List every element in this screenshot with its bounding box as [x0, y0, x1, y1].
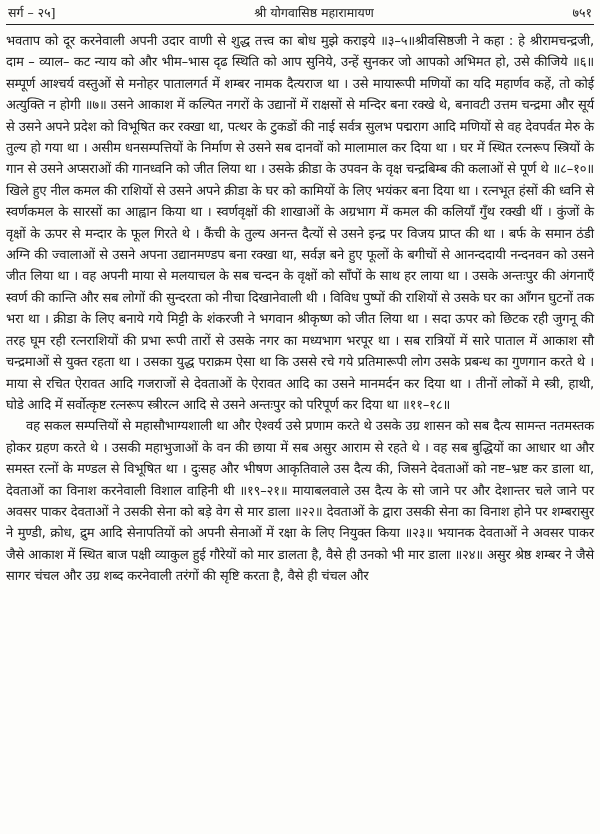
paragraph: भवताप को दूर करनेवाली अपनी उदार वाणी से शुद्ध तत्त्व का बोध मुझे कराइये ॥३–५॥श्रीवसिष्ठजी ने कहा : हे श्रीरामचन्द्रजी, दाम – व्याल– कट न्याय को और भीम–भास दृढ स्थिति को आप सुनिये, उन्हें सुनकर जो आपको अभिमत हो, उसे कीजिये ॥६॥ सम्पूर्ण आश्चर्य वस्तुओं से मनोहर पातालगर्त में शम्बर नामक दैत्यराज था । उसे मायारूपी मणियों का यदि महार्णव कहें, तो कोई अत्युक्ति न होगी ॥७॥ उसने आकाश में कल्पित नगरों के उद्यानों में राक्षसों से मन्दिर बना रक्खे थे, बनावटी उत्तम चन्द्रमा और सूर्य से उसने अपने प्रदेश को विभूषित कर रक्खा था, पत्थर के टुकडों की नाई सर्वत्र सुलभ पद्मराग आदि मणियों से वह देवपर्वत मेरु के तुल्य हो गया था । असीम धनसम्पत्तियों के निर्माण से उसने सब दानवों को मालामाल कर दिया था । घर में स्थित रत्नरूप स्त्रियों के गान से उसने अप्सराओं की गानध्वनि को जीत लिया था । उसके क्रीडा के उपवन के वृक्ष चन्द्रबिम्ब की कलाओं से पूर्ण थे ॥८–१०॥ खिले हुए नील कमल की राशियों से उसने अपने क्रीडा के घर को कामियों के लिए भयंकर बना दिया था । रत्नभूत हंसों की ध्वनि से स्वर्णकमल के सारसों का आह्वान किया था । स्वर्णवृक्षों की शाखाओं के अग्रभाग में कमल की कलियाँ गुँथ रक्खी थीं । कुंजों के वृक्षों के ऊपर से मन्दार के फूल गिरते थे । कैंची के तुल्य अनन्त दैत्यों से उसने इन्द्र पर विजय प्राप्त की था । बर्फ के समान ठंडी अग्नि की ज्वालाओं से उसने अपना उद्यानमण्डप बना रक्खा था, सर्वज्ञ बने हुए फूलों के बगीचों से आनन्ददायी नन्दनवन को उसने जीत लिया था । वह अपनी माया से मलयाचल के सब चन्दन के वृक्षों को साँपों के साथ हर लाया था । उसके अन्तःपुर की अंगनाएँ स्वर्ण की कान्ति और सब लोगों की सुन्दरता को नीचा दिखानेवाली थी । विविध पुष्पों की राशियों से उसके घर का आँगन घुटनों तक भरा था । क्रीडा के लिए बनाये गये मिट्टी के शंकरजी ने भगवान श्रीकृष्ण को जीत लिया था । सदा ऊपर को छिटक रही जुगनू की तरह घूम रही रत्नराशियों की प्रभा रूपी तारों से उसके नगर का मध्यभाग भरपूर था । सब रात्रियों में सारे पाताल में आकाश सौ चन्द्रमाओं से युक्त रहता था । उसका युद्ध पराक्रम ऐसा था कि उससे रचे गये प्रतिमारूपी लोग उसके प्रबन्ध का गुणगान करते थे । माया से रचित ऐरावत आदि गजराजों से देवताओं के ऐरावत आदि का उसने मानमर्दन कर दिया था । तीनों लोकों मे स्त्री, हाथी, घोडे आदि में सर्वोत्कृष्ट रत्नरूप स्त्रीरत्न आदि से उसने अन्तःपुर को परिपूर्ण कर दिया था ॥११–१८॥ — [6, 34, 594, 413]
running-header — [6, 0, 594, 24]
paragraph: वह सकल सम्पत्तियों से महासौभाग्यशाली था और ऐश्वर्य उसे प्रणाम करते थे उसके उग्र शासन को सब दैत्य सामन्त नतमस्तक होकर ग्रहण करते थे । उसकी महाभुजाओं के वन की छाया में सब असुर आराम से रहते थे । वह सब बुद्धियों का आधार था और समस्त रत्नों के मण्डल से विभूषित था । दुःसह और भीषण आकृतिवाले उस दैत्य की, जिसने देवताओं को नष्ट–भ्रष्ट कर डाला था, देवताओं का विनाश करनेवाली विशाल वाहिनी थी ॥१९–२१॥ मायाबलवाले उस दैत्य के सो जाने पर और देशान्तर चले जाने पर अवसर पाकर देवताओं ने उसकी सेना को बड़े वेग से मार डाला ॥२२॥ देवताओं के द्वारा उसकी सेना का विनाश होने पर शम्बरासुर ने मुण्डी, क्रोध, द्रुम आदि सेनापतियों को अपनी सेनाओं में रक्षा के लिए नियुक्त किया ॥२३॥ भयानक देवताओं ने अवसर पाकर जैसे आकाश में स्थित बाज पक्षी व्याकुल हुई गौरेयों को मार डालता है, वैसे ही उनको भी मार डाला ॥२४॥ असुर श्रेष्ठ शम्बर ने जैसे सागर चंचल और उग्र शब्द करनेवाली तरंगों की सृष्टि करता है, वैसे ही चंचल और — [6, 419, 594, 585]
page-number: ७५१ — [572, 4, 592, 20]
book-title: श्री योगवासिष्ठ महारामायण — [254, 4, 374, 20]
page-body — [6, 31, 594, 588]
chapter-label: सर्ग – २५] — [8, 4, 56, 20]
header-divider — [6, 24, 594, 25]
